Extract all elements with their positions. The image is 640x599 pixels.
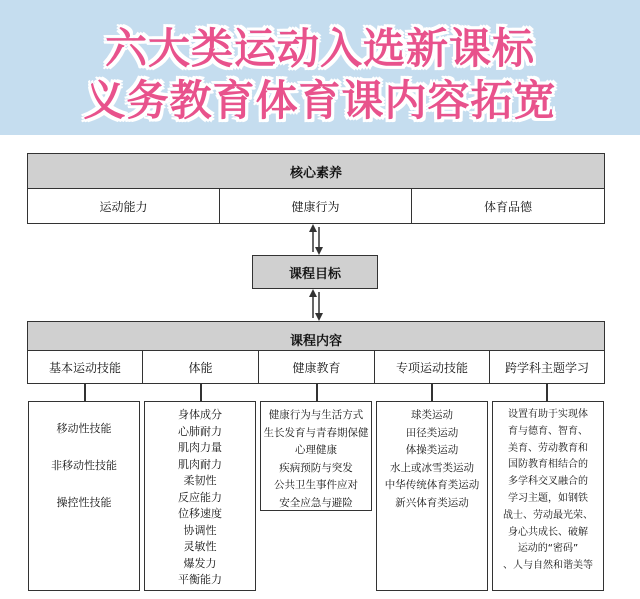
list-item: 育与德育、智育、	[508, 425, 588, 437]
core-literacy-header: 核心素养	[27, 153, 605, 189]
list-item: 非移动性技能	[51, 459, 117, 472]
interdisciplinary-list	[492, 401, 604, 591]
category-special-sports-skills: 专项运动技能	[374, 350, 490, 384]
double-arrow-icon	[306, 224, 326, 255]
title-line-1: 六大类运动入选新课标	[104, 24, 535, 73]
category-physical-fitness: 体能	[142, 350, 259, 384]
list-item: 安全应急与避险	[279, 496, 353, 509]
curriculum-diagram	[0, 135, 640, 599]
title-line-2: 义务教育体育课内容拓宽	[83, 76, 557, 125]
health-education-list	[260, 401, 372, 511]
list-item: 设置有助于实现体	[508, 409, 588, 420]
list-item: 柔韧性	[183, 474, 217, 487]
core-item-health-behavior: 健康行为	[219, 188, 412, 224]
list-item: 心理健康	[295, 444, 337, 456]
list-item: 平衡能力	[178, 573, 222, 586]
list-item: 反应能力	[178, 490, 222, 504]
double-arrow-icon	[306, 289, 326, 321]
list-item: 协调性	[183, 523, 217, 537]
list-item: 田径类运动	[405, 426, 459, 439]
category-health-education: 健康教育	[258, 350, 375, 384]
list-item: 疾病预防与突发	[279, 461, 353, 474]
core-item-sports-morality: 体育品德	[411, 188, 605, 224]
list-item: 、人与自然和谐美等	[503, 560, 593, 572]
list-item: 新兴体育类运动	[395, 496, 469, 509]
list-item: 健康行为与生活方式	[268, 409, 364, 421]
core-item-motor-ability: 运动能力	[27, 188, 220, 224]
category-interdisciplinary-learning: 跨学科主题学习	[489, 350, 605, 384]
basic-skills-list	[28, 401, 140, 591]
course-content-header: 课程内容	[27, 321, 605, 358]
list-item: 运动的“密码”	[517, 543, 579, 555]
connector-line	[546, 384, 548, 402]
list-item: 身心共成长、破解	[508, 526, 588, 538]
list-item: 移动性技能	[56, 422, 112, 435]
fitness-list	[144, 401, 256, 591]
list-item: 公共卫生事件应对	[274, 479, 358, 491]
list-item: 爆发力	[183, 556, 217, 570]
category-basic-motor-skills: 基本运动技能	[27, 350, 143, 384]
list-item: 灵敏性	[183, 540, 217, 553]
list-item: 生长发育与青春期保健	[263, 426, 369, 439]
connector-line	[84, 384, 86, 402]
list-item: 身体成分	[178, 408, 222, 421]
list-item: 操控性技能	[56, 496, 112, 509]
list-item: 国防教育相结合的	[508, 459, 588, 471]
list-item: 中华传统体育类运动	[384, 479, 480, 491]
connector-line	[316, 384, 318, 402]
title-banner	[0, 0, 640, 135]
list-item: 肌肉力量	[178, 441, 222, 454]
list-item: 战士、劳动最光荣、	[503, 509, 593, 521]
connector-line	[200, 384, 202, 402]
list-item: 学习主题，如钢铁	[508, 492, 588, 504]
list-item: 体操类运动	[405, 444, 459, 456]
list-item: 多学科交叉融合的	[508, 476, 588, 488]
list-item: 美育、劳动教育和	[508, 442, 588, 454]
course-goal-box: 课程目标	[252, 255, 378, 289]
list-item: 球类运动	[411, 409, 453, 421]
connector-line	[431, 384, 433, 402]
special-skills-list	[376, 401, 488, 591]
list-item: 水上或冰雪类运动	[390, 461, 474, 474]
list-item: 心肺耐力	[178, 424, 222, 438]
list-item: 位移速度	[178, 507, 222, 520]
list-item: 肌肉耐力	[178, 457, 222, 471]
